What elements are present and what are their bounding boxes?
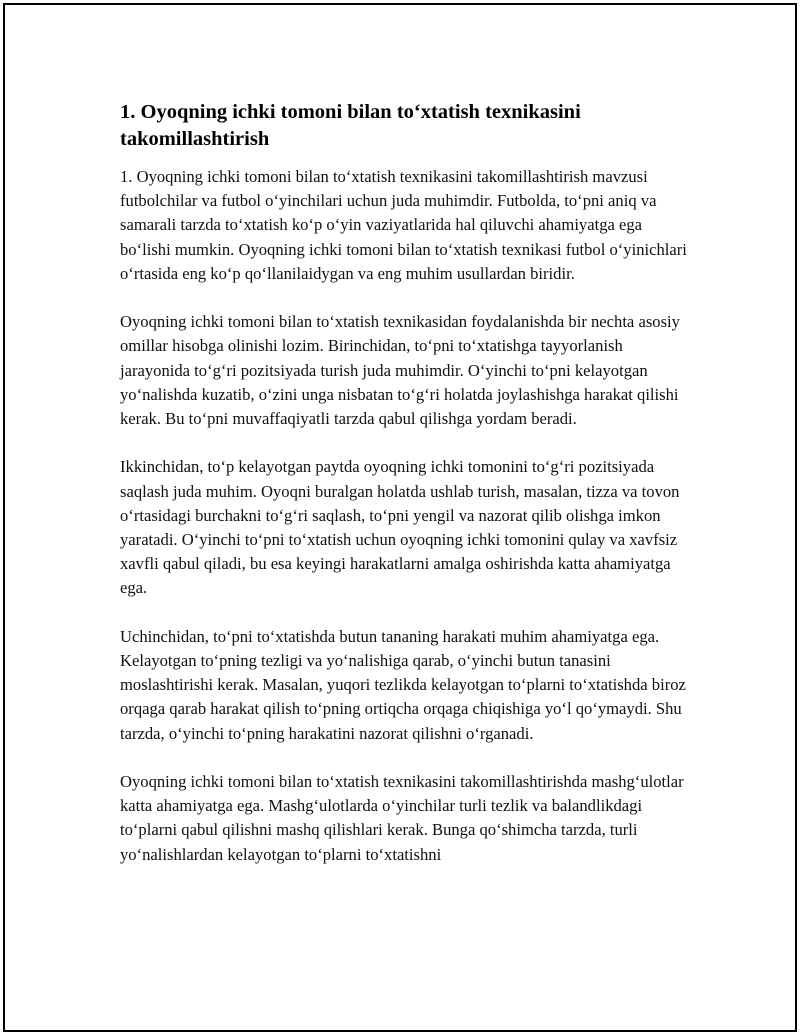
paragraph-2: Oyoqning ichki tomoni bilan to‘xtatish texnikasidan foydalanishda bir nechta asosiy omillar hisobga olinishi lozim. Birinchidan, to‘pni to‘xtatishga tayyorlanish jarayonida to‘g‘ri pozitsiyada turish juda muhimdir. O‘yinchi to‘pni kelayotgan yo‘nalishda kuzatib, o‘zini unga nisbatan to‘g‘ri holatda joylashishga harakat qilishi kerak. Bu to‘pni muvaffaqiyatli tarzda qabul qilishga yordam beradi. xyxy=(120,312,680,429)
paragraph-4: Uchinchidan, to‘pni to‘xtatishda butun tananing harakati muhim ahamiyatga ega. Kelayotgan to‘pning tezligi va yo‘nalishiga qarab, o‘yinchi butun tanasini moslashtirishi kerak. Masalan, yuqori tezlikda kelayotgan to‘plarni to‘xtatishda biroz orqaga qarab harakat qilish to‘pning ortiqcha orqaga chiqishiga yo‘l qo‘ymaydi. Shu tarzda, o‘yinchi to‘pning harakatini nazorat qilishni o‘rganadi. xyxy=(120,626,686,743)
paragraph-5: Oyoqning ichki tomoni bilan to‘xtatish texnikasini takomillashtirishda mashg‘ulotlar katta ahamiyatga ega. Mashg‘ulotlarda o‘yinchilar turli tezlik va balandlikdagi to‘plarni qabul qilishni mashq qilishlari kerak. Bunga qo‘shimcha tarzda, turli yo‘nalishlardan kelayotgan to‘plarni to‘xtatishni xyxy=(120,772,684,864)
paragraph-1: 1. Oyoqning ichki tomoni bilan to‘xtatish texnikasini takomillashtirish mavzusi futbolchilar va futbol o‘yinchilari uchun juda muhimdir. Futbolda, to‘pni aniq va samarali tarzda to‘xtatish ko‘p o‘yin vaziyatlarida hal qiluvchi ahamiyatga ega bo‘lishi mumkin. Oyoqning ichki tomoni bilan to‘xtatish texnikasi futbol o‘yinichlari o‘rtasida eng ko‘p qo‘llanilaidygan va eng muhim usullardan biridir. xyxy=(120,167,687,283)
document-title: 1. Oyoqning ichki tomoni bilan to‘xtatish texnikasini takomillashtirish xyxy=(120,101,581,150)
paragraph-3: Ikkinchidan, to‘p kelayotgan paytda oyoqning ichki tomonini to‘g‘ri pozitsiyada saqlash juda muhim. Oyoqni buralgan holatda ushlab turish, masalan, tizza va tovon o‘rtasidagi burchakni to‘g‘ri saqlash, to‘pni yengil va nazorat qilib olishga imkon yaratadi. O‘yinchi to‘pni to‘xtatish uchun oyoqning ichki tomonini qulay va xavfsiz xavfli qabul qiladi, bu esa keyingi harakatlarni amalga oshirishda katta ahamiyatga ega. xyxy=(120,457,680,598)
page-frame xyxy=(3,3,797,1032)
document-body xyxy=(120,99,695,891)
